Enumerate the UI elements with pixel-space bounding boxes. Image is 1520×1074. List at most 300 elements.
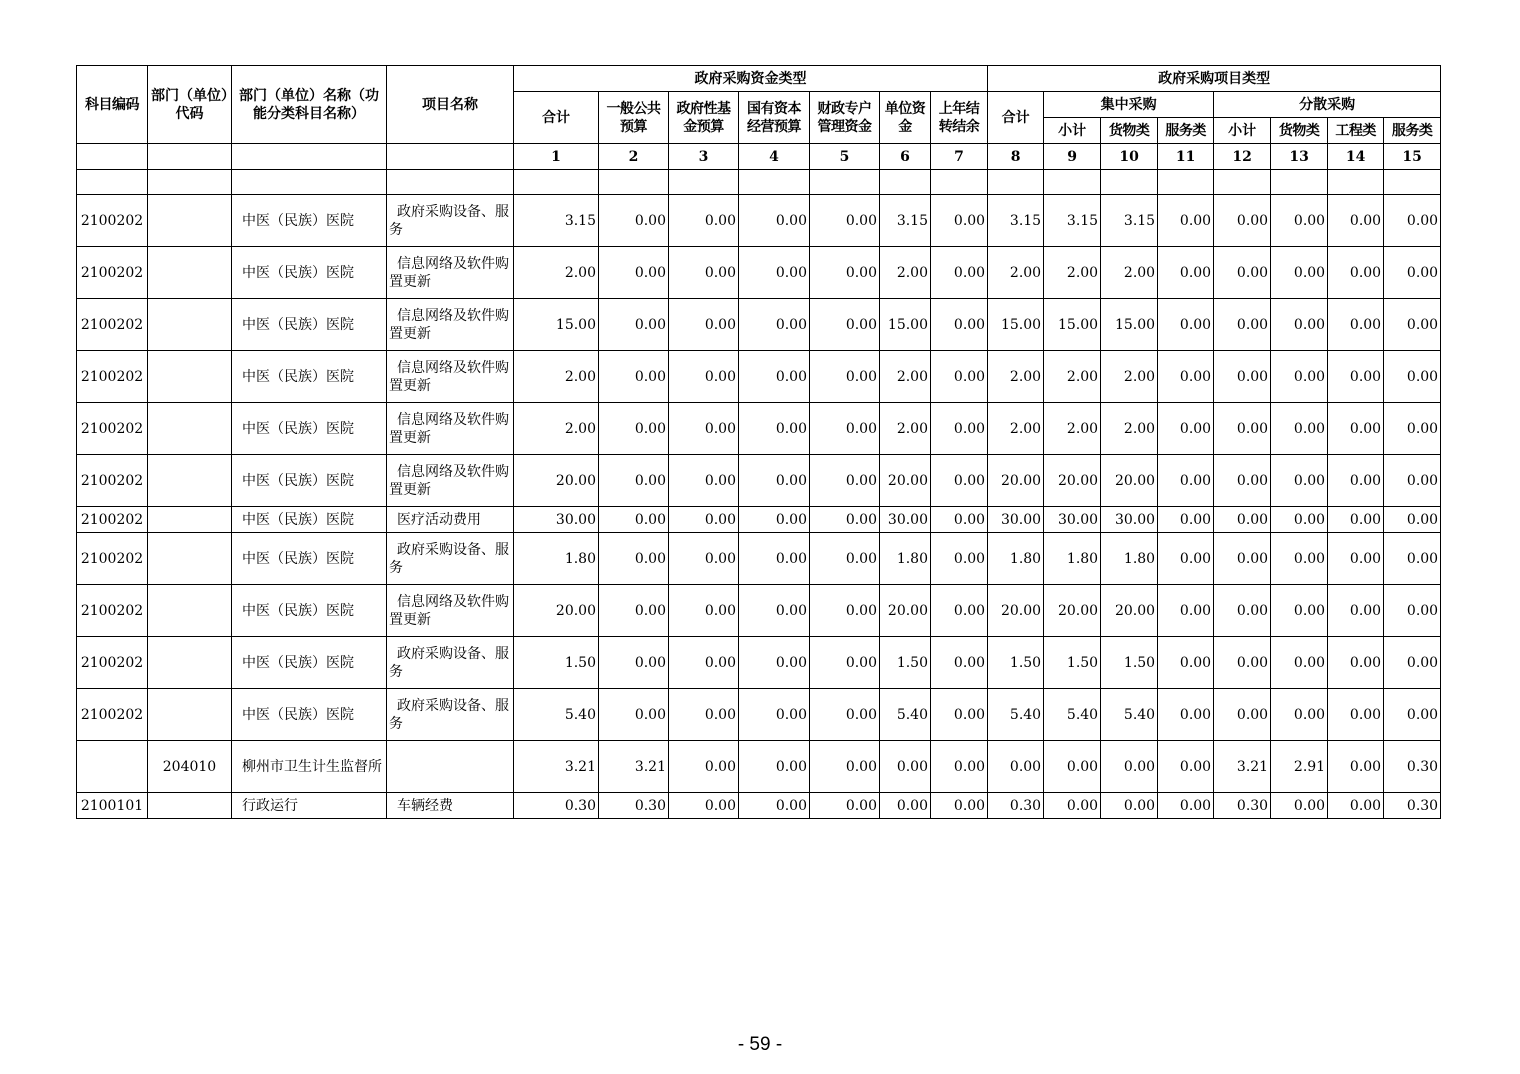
amount-cell: 3.21 — [514, 741, 599, 793]
page-number: - 59 - — [737, 1034, 783, 1055]
procurement-table — [76, 65, 1441, 819]
amount-cell: 0.00 — [1158, 689, 1214, 741]
project-name-cell-text: 政府采购设备、服务 — [389, 541, 509, 576]
amount-cell: 2.00 — [880, 403, 931, 455]
amount-cell: 0.00 — [1214, 195, 1271, 247]
spacer-row — [77, 170, 1441, 195]
amount-cell: 0.00 — [1384, 247, 1441, 299]
amount-cell: 3.15 — [514, 195, 599, 247]
dept-name-cell-text: 中医（民族）医院 — [242, 472, 354, 489]
amount-cell: 5.40 — [988, 689, 1044, 741]
amount-cell: 0.00 — [599, 455, 669, 507]
amount-cell: 0.00 — [739, 403, 810, 455]
dept-name-cell — [232, 195, 387, 247]
amount-cell: 15.00 — [514, 299, 599, 351]
project-name-cell-text: 信息网络及软件购置更新 — [389, 255, 509, 290]
project-name-cell-text: 信息网络及软件购置更新 — [389, 359, 509, 394]
subject-code-cell-text: 2100202 — [80, 212, 144, 229]
subject-code-cell-text: 2100202 — [80, 472, 144, 489]
header-special-fund: 财政专户 管理资金 — [810, 92, 880, 144]
amount-cell: 0.00 — [810, 585, 880, 637]
project-name-cell — [387, 351, 514, 403]
amount-cell: 0.00 — [1328, 689, 1384, 741]
subject-code-cell — [77, 455, 148, 507]
subject-code-cell-text: 2100202 — [80, 511, 144, 528]
project-name-cell-text: 政府采购设备、服务 — [389, 645, 509, 680]
amount-cell: 0.00 — [1214, 533, 1271, 585]
amount-cell: 0.00 — [1214, 507, 1271, 533]
blank-header-cell — [387, 144, 514, 170]
amount-cell: 0.00 — [1328, 247, 1384, 299]
amount-cell: 0.00 — [1158, 741, 1214, 793]
amount-cell: 0.00 — [1271, 403, 1328, 455]
amount-cell: 0.00 — [931, 455, 988, 507]
amount-cell: 0.00 — [810, 637, 880, 689]
header-central-subtotal: 小计 — [1044, 118, 1101, 144]
project-name-cell-text: 医疗活动费用 — [397, 511, 481, 528]
project-name-cell — [387, 299, 514, 351]
amount-cell: 0.00 — [931, 741, 988, 793]
project-name-cell-text: 信息网络及软件购置更新 — [389, 463, 509, 498]
dept-name-cell — [232, 689, 387, 741]
dept-name-cell-text: 中医（民族）医院 — [242, 212, 354, 229]
header-gov-fund: 政府性基 金预算 — [669, 92, 739, 144]
amount-cell: 0.00 — [1214, 299, 1271, 351]
amount-cell: 15.00 — [1044, 299, 1101, 351]
amount-cell: 0.00 — [931, 507, 988, 533]
dept-code-cell — [148, 195, 232, 247]
header-general-budget: 一般公共 预算 — [599, 92, 669, 144]
amount-cell: 0.00 — [1158, 793, 1214, 819]
subject-code-cell — [77, 741, 148, 793]
project-name-cell-text: 信息网络及软件购置更新 — [389, 411, 509, 446]
amount-cell: 20.00 — [988, 455, 1044, 507]
table-row — [77, 637, 1441, 689]
project-name-cell — [387, 585, 514, 637]
amount-cell: 0.00 — [1384, 585, 1441, 637]
column-number: 1 — [514, 144, 599, 170]
amount-cell: 0.00 — [1328, 299, 1384, 351]
amount-cell: 0.00 — [739, 793, 810, 819]
amount-cell: 0.30 — [1384, 741, 1441, 793]
table-row — [77, 533, 1441, 585]
amount-cell: 2.00 — [514, 351, 599, 403]
dept-name-cell-text: 中医（民族）医院 — [242, 602, 354, 619]
subject-code-cell — [77, 195, 148, 247]
amount-cell: 3.21 — [1214, 741, 1271, 793]
project-name-cell — [387, 247, 514, 299]
amount-cell: 0.00 — [1158, 299, 1214, 351]
dept-name-cell-text: 柳州市卫生计生监督所 — [242, 758, 382, 775]
amount-cell: 0.00 — [1271, 351, 1328, 403]
subject-code-cell-text: 2100202 — [80, 316, 144, 333]
project-name-cell-text: 信息网络及软件购置更新 — [389, 307, 509, 342]
table-row — [77, 507, 1441, 533]
amount-cell: 0.00 — [739, 299, 810, 351]
amount-cell: 0.00 — [1158, 403, 1214, 455]
header-carryover: 上年结 转结余 — [931, 92, 988, 144]
amount-cell: 0.00 — [931, 195, 988, 247]
dept-name-cell-text: 中医（民族）医院 — [242, 420, 354, 437]
table-body — [77, 170, 1441, 819]
header-central-goods: 货物类 — [1101, 118, 1158, 144]
amount-cell: 0.00 — [669, 195, 739, 247]
dept-name-cell-text: 中医（民族）医院 — [242, 264, 354, 281]
amount-cell: 1.50 — [1101, 637, 1158, 689]
dept-name-cell-text: 中医（民族）医院 — [242, 654, 354, 671]
amount-cell: 0.00 — [599, 689, 669, 741]
amount-cell: 0.00 — [1384, 689, 1441, 741]
amount-cell: 2.00 — [514, 403, 599, 455]
amount-cell: 0.00 — [599, 507, 669, 533]
amount-cell: 20.00 — [988, 585, 1044, 637]
subject-code-cell-text: 2100202 — [80, 420, 144, 437]
amount-cell: 3.15 — [1044, 195, 1101, 247]
amount-cell: 0.00 — [1384, 637, 1441, 689]
amount-cell: 0.00 — [1214, 455, 1271, 507]
subject-code-cell-text: 2100101 — [80, 797, 144, 814]
subject-code-cell-text: 2100202 — [80, 550, 144, 567]
amount-cell: 0.00 — [739, 741, 810, 793]
amount-cell: 20.00 — [514, 455, 599, 507]
header-total-2: 合计 — [988, 92, 1044, 144]
amount-cell: 0.00 — [1328, 351, 1384, 403]
amount-cell: 0.00 — [739, 351, 810, 403]
subject-code-cell-text: 2100202 — [80, 706, 144, 723]
header-project-name: 项目名称 — [387, 66, 514, 144]
amount-cell: 0.00 — [669, 299, 739, 351]
amount-cell: 0.00 — [599, 585, 669, 637]
table-row — [77, 247, 1441, 299]
amount-cell: 5.40 — [1101, 689, 1158, 741]
column-number: 8 — [988, 144, 1044, 170]
dept-code-cell — [148, 637, 232, 689]
amount-cell: 0.00 — [1214, 689, 1271, 741]
amount-cell: 1.80 — [988, 533, 1044, 585]
amount-cell: 0.00 — [669, 403, 739, 455]
amount-cell: 2.00 — [1101, 351, 1158, 403]
amount-cell: 30.00 — [514, 507, 599, 533]
dept-name-cell — [232, 247, 387, 299]
subject-code-cell-text: 2100202 — [80, 264, 144, 281]
header-dept-code: 部门（单位）代码 — [148, 66, 232, 144]
header-total: 合计 — [514, 92, 599, 144]
amount-cell: 0.00 — [810, 299, 880, 351]
table-header — [77, 66, 1441, 170]
amount-cell: 0.00 — [1158, 533, 1214, 585]
amount-cell: 0.30 — [514, 793, 599, 819]
amount-cell: 0.00 — [669, 455, 739, 507]
header-state-capital: 国有资本 经营预算 — [739, 92, 810, 144]
amount-cell: 0.00 — [810, 793, 880, 819]
subject-code-cell — [77, 585, 148, 637]
dept-name-cell-text: 中医（民族）医院 — [242, 368, 354, 385]
amount-cell: 0.00 — [931, 585, 988, 637]
dept-code-cell — [148, 585, 232, 637]
amount-cell: 0.00 — [1384, 195, 1441, 247]
project-name-cell — [387, 793, 514, 819]
table-row — [77, 793, 1441, 819]
header-dispersed-services: 服务类 — [1384, 118, 1441, 144]
amount-cell: 0.00 — [1101, 793, 1158, 819]
table-row — [77, 585, 1441, 637]
amount-cell: 30.00 — [1101, 507, 1158, 533]
amount-cell: 20.00 — [880, 455, 931, 507]
amount-cell: 0.00 — [1271, 195, 1328, 247]
amount-cell: 0.00 — [669, 793, 739, 819]
project-name-cell — [387, 741, 514, 793]
column-number: 12 — [1214, 144, 1271, 170]
amount-cell: 15.00 — [988, 299, 1044, 351]
amount-cell: 0.00 — [669, 637, 739, 689]
amount-cell: 0.00 — [1214, 351, 1271, 403]
amount-cell: 0.00 — [1328, 507, 1384, 533]
dept-name-cell-text: 中医（民族）医院 — [242, 706, 354, 723]
amount-cell: 0.00 — [1328, 637, 1384, 689]
amount-cell: 0.00 — [739, 533, 810, 585]
amount-cell: 0.00 — [931, 299, 988, 351]
amount-cell: 5.40 — [880, 689, 931, 741]
amount-cell: 0.00 — [931, 793, 988, 819]
subject-code-cell — [77, 507, 148, 533]
amount-cell: 2.00 — [988, 403, 1044, 455]
amount-cell: 0.00 — [931, 247, 988, 299]
amount-cell: 2.00 — [1044, 247, 1101, 299]
amount-cell: 20.00 — [1044, 455, 1101, 507]
amount-cell: 0.00 — [739, 195, 810, 247]
amount-cell: 0.00 — [599, 533, 669, 585]
amount-cell: 0.00 — [1214, 247, 1271, 299]
amount-cell: 0.00 — [931, 533, 988, 585]
amount-cell: 0.30 — [1384, 793, 1441, 819]
column-number: 11 — [1158, 144, 1214, 170]
amount-cell: 2.00 — [1044, 403, 1101, 455]
amount-cell: 2.00 — [1101, 247, 1158, 299]
amount-cell: 3.21 — [599, 741, 669, 793]
amount-cell: 0.00 — [1384, 455, 1441, 507]
amount-cell: 0.00 — [1271, 533, 1328, 585]
amount-cell: 1.80 — [1044, 533, 1101, 585]
amount-cell: 0.00 — [810, 247, 880, 299]
dept-name-cell-text: 中医（民族）医院 — [242, 550, 354, 567]
dept-name-cell-text: 中医（民族）医院 — [242, 511, 354, 528]
subject-code-cell — [77, 689, 148, 741]
dept-name-cell — [232, 351, 387, 403]
amount-cell: 0.00 — [599, 637, 669, 689]
dept-code-cell-text: 204010 — [162, 758, 217, 775]
amount-cell: 0.00 — [599, 195, 669, 247]
amount-cell: 0.00 — [1271, 585, 1328, 637]
subject-code-cell-text: 2100202 — [80, 654, 144, 671]
header-dispersed-goods: 货物类 — [1271, 118, 1328, 144]
amount-cell: 0.00 — [880, 793, 931, 819]
amount-cell: 1.80 — [514, 533, 599, 585]
amount-cell: 0.00 — [810, 741, 880, 793]
amount-cell: 20.00 — [1101, 455, 1158, 507]
amount-cell: 3.15 — [988, 195, 1044, 247]
amount-cell: 0.00 — [1158, 455, 1214, 507]
amount-cell: 0.00 — [810, 689, 880, 741]
dept-code-cell — [148, 403, 232, 455]
amount-cell: 0.00 — [1271, 507, 1328, 533]
amount-cell: 0.00 — [669, 507, 739, 533]
amount-cell: 0.00 — [810, 455, 880, 507]
dept-name-cell — [232, 793, 387, 819]
column-number: 14 — [1328, 144, 1384, 170]
header-dispersed: 分散采购 — [1214, 92, 1441, 118]
table-row — [77, 299, 1441, 351]
amount-cell: 0.00 — [1214, 637, 1271, 689]
subject-code-cell-text: 2100202 — [80, 602, 144, 619]
amount-cell: 3.15 — [1101, 195, 1158, 247]
amount-cell: 20.00 — [1044, 585, 1101, 637]
amount-cell: 0.30 — [1214, 793, 1271, 819]
amount-cell: 20.00 — [1101, 585, 1158, 637]
amount-cell: 0.00 — [1101, 741, 1158, 793]
amount-cell: 0.00 — [1158, 247, 1214, 299]
amount-cell: 0.00 — [931, 403, 988, 455]
amount-cell: 0.00 — [1384, 299, 1441, 351]
dept-code-cell — [148, 533, 232, 585]
column-number: 13 — [1271, 144, 1328, 170]
column-number: 3 — [669, 144, 739, 170]
column-number: 10 — [1101, 144, 1158, 170]
amount-cell: 20.00 — [880, 585, 931, 637]
column-number-row — [77, 144, 1441, 170]
dept-name-cell-text: 中医（民族）医院 — [242, 316, 354, 333]
header-subject-code: 科目编码 — [77, 66, 148, 144]
amount-cell: 0.00 — [739, 637, 810, 689]
dept-code-cell — [148, 689, 232, 741]
table-row — [77, 455, 1441, 507]
dept-name-cell — [232, 741, 387, 793]
amount-cell: 0.00 — [669, 351, 739, 403]
amount-cell: 0.00 — [739, 507, 810, 533]
header-dispersed-works: 工程类 — [1328, 118, 1384, 144]
amount-cell: 1.50 — [880, 637, 931, 689]
subject-code-cell-text: 2100202 — [80, 368, 144, 385]
table-row — [77, 689, 1441, 741]
amount-cell: 0.00 — [599, 247, 669, 299]
amount-cell: 0.00 — [1328, 585, 1384, 637]
table-row — [77, 741, 1441, 793]
header-fund-type: 政府采购资金类型 — [514, 66, 988, 92]
dept-name-cell — [232, 299, 387, 351]
dept-code-cell — [148, 351, 232, 403]
dept-name-cell — [232, 585, 387, 637]
dept-name-cell — [232, 533, 387, 585]
amount-cell: 0.00 — [1044, 741, 1101, 793]
header-unit-fund: 单位资 金 — [880, 92, 931, 144]
amount-cell: 1.80 — [880, 533, 931, 585]
amount-cell: 0.30 — [599, 793, 669, 819]
amount-cell: 0.00 — [931, 351, 988, 403]
dept-code-cell — [148, 507, 232, 533]
amount-cell: 2.00 — [1101, 403, 1158, 455]
blank-header-cell — [148, 144, 232, 170]
amount-cell: 1.50 — [1044, 637, 1101, 689]
amount-cell: 0.00 — [599, 403, 669, 455]
project-name-cell — [387, 533, 514, 585]
project-name-cell-text: 政府采购设备、服务 — [389, 203, 509, 238]
amount-cell: 0.00 — [931, 689, 988, 741]
table-row — [77, 403, 1441, 455]
amount-cell: 3.15 — [880, 195, 931, 247]
amount-cell: 0.00 — [739, 247, 810, 299]
amount-cell: 0.00 — [1328, 455, 1384, 507]
amount-cell: 0.00 — [669, 689, 739, 741]
amount-cell: 1.50 — [514, 637, 599, 689]
amount-cell: 0.00 — [1158, 195, 1214, 247]
project-name-cell-text — [389, 759, 397, 775]
project-name-cell — [387, 455, 514, 507]
amount-cell: 5.40 — [1044, 689, 1101, 741]
amount-cell: 0.00 — [1328, 403, 1384, 455]
amount-cell: 0.00 — [931, 637, 988, 689]
amount-cell: 2.91 — [1271, 741, 1328, 793]
amount-cell: 15.00 — [1101, 299, 1158, 351]
dept-name-cell-text: 行政运行 — [242, 797, 298, 814]
amount-cell: 0.00 — [1384, 403, 1441, 455]
header-project-type: 政府采购项目类型 — [988, 66, 1441, 92]
amount-cell: 2.00 — [880, 247, 931, 299]
amount-cell: 0.00 — [739, 585, 810, 637]
header-dispersed-subtotal: 小计 — [1214, 118, 1271, 144]
subject-code-cell — [77, 247, 148, 299]
amount-cell: 0.00 — [669, 533, 739, 585]
column-number: 9 — [1044, 144, 1101, 170]
amount-cell: 30.00 — [880, 507, 931, 533]
project-name-cell — [387, 637, 514, 689]
amount-cell: 0.00 — [1271, 299, 1328, 351]
amount-cell: 1.80 — [1101, 533, 1158, 585]
subject-code-cell — [77, 299, 148, 351]
column-number: 6 — [880, 144, 931, 170]
project-name-cell — [387, 403, 514, 455]
amount-cell: 0.00 — [988, 741, 1044, 793]
dept-code-cell — [148, 455, 232, 507]
amount-cell: 0.00 — [1328, 741, 1384, 793]
amount-cell: 0.00 — [669, 585, 739, 637]
amount-cell: 0.00 — [1271, 247, 1328, 299]
dept-code-cell — [148, 741, 232, 793]
column-number: 4 — [739, 144, 810, 170]
amount-cell: 2.00 — [1044, 351, 1101, 403]
amount-cell: 0.00 — [599, 351, 669, 403]
amount-cell: 0.00 — [810, 507, 880, 533]
project-name-cell-text: 车辆经费 — [397, 797, 453, 814]
amount-cell: 0.00 — [739, 455, 810, 507]
column-number: 2 — [599, 144, 669, 170]
amount-cell: 0.00 — [1384, 507, 1441, 533]
dept-name-cell — [232, 507, 387, 533]
amount-cell: 0.00 — [810, 351, 880, 403]
amount-cell: 0.00 — [1158, 585, 1214, 637]
project-name-cell — [387, 507, 514, 533]
amount-cell: 0.00 — [810, 195, 880, 247]
amount-cell: 0.00 — [1271, 455, 1328, 507]
amount-cell: 0.00 — [1158, 507, 1214, 533]
amount-cell: 0.00 — [1384, 351, 1441, 403]
amount-cell: 0.00 — [1384, 533, 1441, 585]
header-dept-name: 部门（单位）名称（功能分类科目名称） — [232, 66, 387, 144]
dept-code-cell — [148, 299, 232, 351]
header-central-services: 服务类 — [1158, 118, 1214, 144]
dept-name-cell — [232, 403, 387, 455]
amount-cell: 0.00 — [599, 299, 669, 351]
amount-cell: 0.00 — [1328, 793, 1384, 819]
dept-code-cell — [148, 247, 232, 299]
